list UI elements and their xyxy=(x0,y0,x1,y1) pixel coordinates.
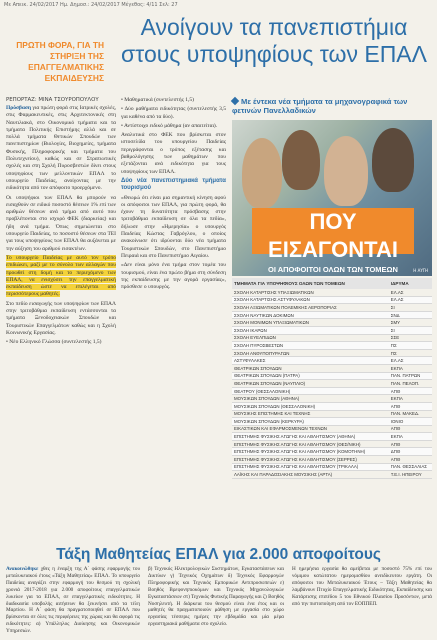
department-cell: ΑΣΤΥΦΥΛΑΚΕΣ xyxy=(234,358,266,364)
diamond-bullet-icon xyxy=(231,97,239,105)
list-item: • Αντίστοιχο ειδικό μάθημα (αν απαιτείται). xyxy=(121,122,218,129)
department-cell: ΘΕΑΤΡΙΚΩΝ ΣΠΟΥΔΩΝ (ΠΑΤΡΑ) xyxy=(234,373,300,379)
department-cell: ΜΟΥΣΙΚΩΝ ΣΠΟΥΔΩΝ (ΚΕΡΚΥΡΑ) xyxy=(234,418,304,424)
department-cell: ΜΟΥΣΙΚΩΝ ΣΠΟΥΔΩΝ (ΘΕΣΣΑΛΟΝΙΚΗ) xyxy=(234,403,316,409)
bottom-headline: Τάξη Μαθητείας ΕΠΑΛ για 2.000 αποφοίτους xyxy=(56,546,381,563)
institution-cell: ΕΚΠΑ xyxy=(390,396,403,402)
institution-cell: ΕΛ.ΑΣ xyxy=(390,297,404,303)
institution-cell: ΣΙ xyxy=(390,304,395,310)
department-cell: ΣΧΟΛΗ ΚΑΤΑΡΤΙΣΗΣ ΑΣΤΥΦΥΛΑΚΩΝ xyxy=(234,297,310,303)
institution-cell: ΠΑΝ. ΜΑΚΕΔ. xyxy=(390,411,420,417)
photo-caption-text: Με έντεκα νέα τμήματα τα μηχανογραφικά των φετινών Πανελλαδικών xyxy=(232,97,408,115)
institution-cell: ΑΠΘ xyxy=(390,388,401,394)
student-figure xyxy=(324,136,368,206)
table-row xyxy=(232,433,432,441)
bottom-column-2: β) Τεχνικός Ηλεκτρολογικών Συστημάτων, Εγκαταστάσεων και Δικτύων γ) Τεχνικός Οχημάτων δ) Τεχνικός Εφαρμογών Πληροφορικής και Τεχνικός Εμπορικών Αντιπροσωπειών ε) Βοηθός Βρεφονηπιοκόμων και Τεχνικός Μηχανολογικών Εγκαταστάσεων στ) Τεχνικός Φυτικής Παραγωγής και ζ) Βοηθός Νοσηλευτή. Η διάρκεια του θεσμού είναι ένα έτος και οι μαθητές θα πραγματοποιούν μάθηση με εργασία στο χώρο εργασίας τέσσερις ημέρες την εβδομάδα και μία μέρα εργαστηριακά μαθήματα στο σχολείο. xyxy=(148,566,284,628)
student-figure xyxy=(372,128,414,192)
department-cell: ΘΕΑΤΡΟΥ (ΘΕΣΣΑΛΟΝΙΚΗ) xyxy=(234,388,291,394)
table-row xyxy=(232,297,432,305)
lead-word: Πρόσβαση xyxy=(6,105,32,111)
paragraph: «Θεωρώ ότι είναι μια σημαντική κίνηση αφού οι απόφοιτοι των ΕΠΑΛ, για πρώτη φορά, θα έχουν τη δυνατότητα πρόσβασης στην τριτοβάθμια εκπαίδευση σε όλα τα πεδία», δήλωσε στην «Ημερησία» ο υπουργός Παιδείας Κώστας Γαβρόγλου, ο οποίος ανακοίνωσε ότι ιδρύονται δύο νέα τμήματα Τουριστικών Σπουδών, στο Πανεπιστήμιο Πειραιά και στο Πανεπιστήμιο Αιγαίου. xyxy=(121,194,226,259)
table-row xyxy=(232,380,432,388)
banner-title: ΠΟΥ ΕΙΣΑΓΟΝΤΑΙ xyxy=(268,209,398,262)
institution-cell: ΣΜΥ xyxy=(390,320,401,326)
students-photo xyxy=(232,120,432,276)
department-cell: ΕΙΚΑΣΤΙΚΩΝ ΚΑΙ ΕΦΑΡΜΟΣΜΕΝΩΝ ΤΕΧΝΩΝ xyxy=(234,426,327,432)
table-row xyxy=(232,319,432,327)
department-cell: ΘΕΑΤΡΙΚΩΝ ΣΠΟΥΔΩΝ xyxy=(234,365,282,371)
table-row xyxy=(232,426,432,434)
institution-cell: ΕΚΠΑ xyxy=(390,434,403,440)
headline: Ανοίγουν τα πανεπιστήμια στους υποψηφίους των ΕΠΑΛ xyxy=(120,14,428,67)
institution-cell: ΠΑΝ. ΠΕΛΟΠ. xyxy=(390,380,420,386)
department-cell: ΜΟΥΣΙΚΩΝ ΣΠΟΥΔΩΝ (ΑΘΗΝΑ) xyxy=(234,396,300,402)
institution-cell: ΙΟΝΙΟ xyxy=(390,418,404,424)
paragraph: «Δεν είναι μόνο ένα τμήμα στον τομέα του τουρισμού, είναι ένα πρώτο βήμα στη σύνδεση της εκπαίδευσης με την αγορά εργασίας», πρόσθεσε ο υπουργός. xyxy=(121,262,226,291)
institution-cell: ΔΠΘ xyxy=(390,449,401,455)
table-row xyxy=(232,365,432,373)
department-cell: ΕΠΙΣΤΗΜΗΣ ΦΥΣΙΚΗΣ ΑΓΩΓΗΣ ΚΑΙ ΑΘΛΗΤΙΣΜΟΥ (ΑΘΗΝΑ) xyxy=(234,434,356,440)
student-figure xyxy=(242,138,282,208)
institution-cell: ΣΣΕ xyxy=(390,335,400,341)
table-row xyxy=(232,418,432,426)
bottom-column-3: Η ημερήσια εργασία θα αμείβεται με ποσοστό 75% επί του νόμιμου κατώτατου ημερομισθίου ανειδίκευτου εργάτη. Οι απόφοιτοι του Μεταλυκειακού Έτους – Τάξη Μαθητείας θα λαμβάνουν Πτυχίο Επαγγελματικής Ειδικότητας, Εκπαίδευσης και Κατάρτισης επιπέδου 5 του Εθνικού Πλαισίου Προσόντων, μετά από την πιστοποίηση από τον ΕΟΠΠΕΠ. xyxy=(292,566,432,607)
department-cell: ΘΕΑΤΡΙΚΩΝ ΣΠΟΥΔΩΝ (ΝΑΥΠΛΙΟ) xyxy=(234,380,306,386)
department-cell: ΛΑΪΚΗΣ ΚΑΙ ΠΑΡΑΔΟΣΙΑΚΗΣ ΜΟΥΣΙΚΗΣ (ΑΡΤΑ) xyxy=(234,472,333,478)
institution-cell: Τ.Ε.Ι. ΗΠΕΙΡΟΥ xyxy=(390,472,422,478)
table-row xyxy=(232,411,432,419)
institution-cell: ΑΠΘ xyxy=(390,441,401,447)
table-row xyxy=(232,448,432,456)
table-row xyxy=(232,304,432,312)
header-cell: ΤΜΗΜΑΤΑ ΓΙΑ ΥΠΟΨΗΦΙΟΥΣ ΟΛΩΝ ΤΩΝ ΤΟΜΕΩΝ xyxy=(234,281,345,286)
table-header xyxy=(232,278,432,289)
paragraph-highlight: Το υπουργείο Παιδείας με αυτό τον τρόπο επιδιώκει, μαζί με το σύνολο των αλλαγών που προωθεί στη δομή και το περιεχόμενο των ΕΠΑΛ, να ενισχύσει την επαγγελματική εκπαίδευση ώστε να επιλέγεται από περισσότερους μαθητές. xyxy=(6,254,116,298)
table-row xyxy=(232,342,432,350)
table-row xyxy=(232,335,432,343)
paragraph: Στο πεδίο εισαγωγής των υποψηφίων των ΕΠΑΛ στην τριτοβάθμια εκπαίδευση εντάσσονται τα τμήματα Ξενοδοχειακών Σπουδών και Τουριστικών Επαγγελμάτων καθώς και η Σχολή Κοινωνικής Εργασίας. xyxy=(6,300,116,336)
article-column-1 xyxy=(6,105,116,349)
student-figure xyxy=(282,130,320,190)
table-row xyxy=(232,357,432,365)
department-cell: ΣΧΟΛΗ ΙΚΑΡΩΝ xyxy=(234,327,267,333)
department-cell: ΣΧΟΛΗ ΑΝΘΥΠΟΠΥΡΑΓΩΝ xyxy=(234,350,290,356)
department-cell: ΣΧΟΛΗ ΠΥΡΟΣΒΕΣΤΩΝ xyxy=(234,342,284,348)
institution-cell: ΠΑΝ. ΘΕΣΣΑΛΙΑΣ xyxy=(390,464,428,470)
department-cell: ΕΠΙΣΤΗΜΗΣ ΦΥΣΙΚΗΣ ΑΓΩΓΗΣ ΚΑΙ ΑΘΛΗΤΙΣΜΟΥ (ΘΕΣ/ΝΙΚΗ) xyxy=(234,441,361,447)
reporter-byline: ΡΕΠΟΡΤΑΖ: ΜΙΝΑ ΤΣΟΥΡΟΠΟΥΛΟΥ xyxy=(6,97,99,103)
paragraph: για πρώτη φορά στις Ιατρικές σχολές, στις Φαρμακευτικές, στις Αρχιτεκτονικές στη Ναυτιλιακά, στο Οικονομικό τμήματα και τα τμήματα Πολιτικής Επιστήμης αλλά και σε πολλά τμήματα Θετικών Σπουδών των πανεπιστημίων (Βιολογίες, Βιοχημείες, τμήματα Φυσικής, Πληροφορικής και τμήματα του Πολυτεχνείου), καθώς και σε Στρατιωτικές σχολές και στη Σχολή Πυροσβεστών δίνει στους υποψηφίους των μελλοντικών ΕΠΑΛ το υπουργείο Παιδείας, ανοίγοντας με την ειδικότητα από τον απόφοιτο προερχόμενο. xyxy=(6,105,117,192)
department-cell: ΣΧΟΛΗ ΝΑΥΤΙΚΩΝ ΔΟΚΙΜΩΝ xyxy=(234,312,294,318)
table-body xyxy=(232,289,432,479)
department-cell: ΣΧΟΛΗ ΕΥΕΛΠΙΔΩΝ xyxy=(234,335,276,341)
banner-subtitle: ΟΙ ΑΠΟΦΟΙΤΟΙ ΟΛΩΝ ΤΩΝ ΤΟΜΕΩΝ xyxy=(268,265,398,274)
paragraph: Οι υποψήφιοι των ΕΠΑΛ θα μπορούν να εισαχθούν σε ειδικό ποσοστό θέσεων 1% επί των αριθμών θέσεων ανά τμήμα από αυτό που προβλέπονται στο ισχυρό ΦΕΚ (διαρκείας) και ήδη ανά τμήμα. Όπως σημειώνεται στο υπουργείο Παιδείας, το ποσοστό θέσεων στα ΤΕΙ για τους υποψηφίους των ΕΠΑΛ θα αυξάνεται με την αύξηση του αριθμού εισακτέων. xyxy=(6,194,116,252)
page-meta: Με Απεικ. 24/02/2017 Ημ. Δημοσ.: 24/02/2017 Μέγεθος: 4/11 Σελ: 27 xyxy=(4,2,178,8)
lead-word: Ανακοινώθηκε xyxy=(6,566,39,572)
header-cell: ΙΔΡΥΜΑ xyxy=(390,281,409,286)
photo-caption xyxy=(232,97,432,115)
institution-cell: ΑΠΘ xyxy=(390,403,401,409)
institution-cell: ΑΠΘ xyxy=(390,456,401,462)
kicker: ΠΡΩΤΗ ΦΟΡΑ, ΓΙΑ ΤΗ ΣΤΗΡΙΞΗ ΤΗΣ ΕΠΑΓΓΕΛΜΑΤΙΚΗΣ ΕΚΠΑΙΔΕΥΣΗΣ xyxy=(16,40,104,83)
paragraph: χθες η έναρξη της Α΄ φάσης εφαρμογής του μεταλυκειακού έτους «Τάξη Μαθητείας» ΕΠΑΛ. Το υπουργείο Παιδείας αναγάζει στην εφαρμογή του θεσμού τη σχολική χρονιά 2017-2018 για 2.000 αποφοίτους επαγγελματικών λυκείων για τα ΕΠΑΛ, σε επαγγελματικές ειδικότητες. Η διαδικασία υποβολής αιτήσεων θα ξεκινήσει από τα τέλη Μαρτίου. Η Α΄ φάση θα πραγματοποιηθεί σε ΕΠΑΛ που βρίσκονται σε όλες τις περιφέρειες της χώρας και θα αφορά τις ειδικότητες: α) Υπάλληλος Διοίκησης και Οικονομικών Υπηρεσιών. xyxy=(6,566,141,635)
table-row xyxy=(232,456,432,464)
institution-cell: ΠΣ xyxy=(390,350,397,356)
paragraph: • Νέο Ελληνικό Γλώσσα (συντελεστής 1,5) xyxy=(6,339,102,346)
institution-cell: ΕΛ.ΑΣ xyxy=(390,358,404,364)
department-cell: ΕΠΙΣΤΗΜΗΣ ΦΥΣΙΚΗΣ ΑΓΩΓΗΣ ΚΑΙ ΑΘΛΗΤΙΣΜΟΥ (ΤΡΙΚΑΛΑ) xyxy=(234,464,359,470)
table-row xyxy=(232,395,432,403)
department-cell: ΣΧΟΛΗ ΑΞΙΩΜΑΤΙΚΩΝ ΠΟΛΕΜΙΚΗΣ ΑΕΡΟΠΟΡΙΑΣ xyxy=(234,304,337,310)
table-row xyxy=(232,350,432,358)
table-row xyxy=(232,464,432,472)
table-row xyxy=(232,327,432,335)
departments-table xyxy=(232,278,432,479)
photo-credit: Η ΑΥΓΗ xyxy=(413,268,428,273)
table-row xyxy=(232,312,432,320)
department-cell: ΣΧΟΛΗ ΜΟΝΙΜΩΝ ΥΠΑΞΙΩΜΑΤΙΚΩΝ xyxy=(234,320,309,326)
institution-cell: ΣΙ xyxy=(390,327,395,333)
institution-cell: ΠΣ xyxy=(390,342,397,348)
table-row xyxy=(232,373,432,381)
paragraph: Αναλυτικά στο ΦΕΚ που βρίσκεται στον ιστοσελίδα του υπουργείου Παιδείας περιγράφονται ο τρόπος εξέτασης και βαθμολόγησης των μαθημάτων που εξετάζονται ανά ειδικότητα για τους υποψηφίους των ΕΠΑΛ. xyxy=(121,132,226,175)
table-row xyxy=(232,471,432,479)
institution-cell: ΣΝΔ xyxy=(390,312,400,318)
table-row xyxy=(232,289,432,297)
institution-cell: ΕΛ.ΑΣ xyxy=(390,289,404,295)
list-item: • Δύο μαθήματα ειδικότητας (συντελεστής 3,5 για καθένα από τα δύο). xyxy=(121,106,226,120)
institution-cell: ΑΠΘ xyxy=(390,426,401,432)
institution-cell: ΕΚΠΑ xyxy=(390,365,403,371)
department-cell: ΕΠΙΣΤΗΜΗΣ ΦΥΣΙΚΗΣ ΑΓΩΓΗΣ ΚΑΙ ΑΘΛΗΤΙΣΜΟΥ (ΣΕΡΡΕΣ) xyxy=(234,456,357,462)
table-row xyxy=(232,388,432,396)
photo-banner xyxy=(252,208,414,274)
institution-cell: ΠΑΝ. ΠΑΤΡΩΝ xyxy=(390,373,421,379)
department-cell: ΜΟΥΣΙΚΗΣ ΕΠΙΣΤΗΜΗΣ ΚΑΙ ΤΕΧΝΗΣ xyxy=(234,411,311,417)
list-item: • Μαθηματικά (συντελεστής 1,5) xyxy=(121,97,194,103)
department-cell: ΣΧΟΛΗ ΚΑΤΑΡΤΙΣΗΣ ΥΠΑΞΙΩΜΑΤΙΚΩΝ xyxy=(234,289,314,295)
subheading: Δύο νέα πανεπιστημιακά τμήματα τουρισμού xyxy=(121,177,226,192)
bottom-column-1 xyxy=(6,566,140,635)
table-row xyxy=(232,441,432,449)
table-row xyxy=(232,403,432,411)
article-column-2 xyxy=(121,97,226,293)
department-cell: ΕΠΙΣΤΗΜΗΣ ΦΥΣΙΚΗΣ ΑΓΩΓΗΣ ΚΑΙ ΑΘΛΗΤΙΣΜΟΥ (ΚΟΜΟΤΗΝΗ) xyxy=(234,449,366,455)
